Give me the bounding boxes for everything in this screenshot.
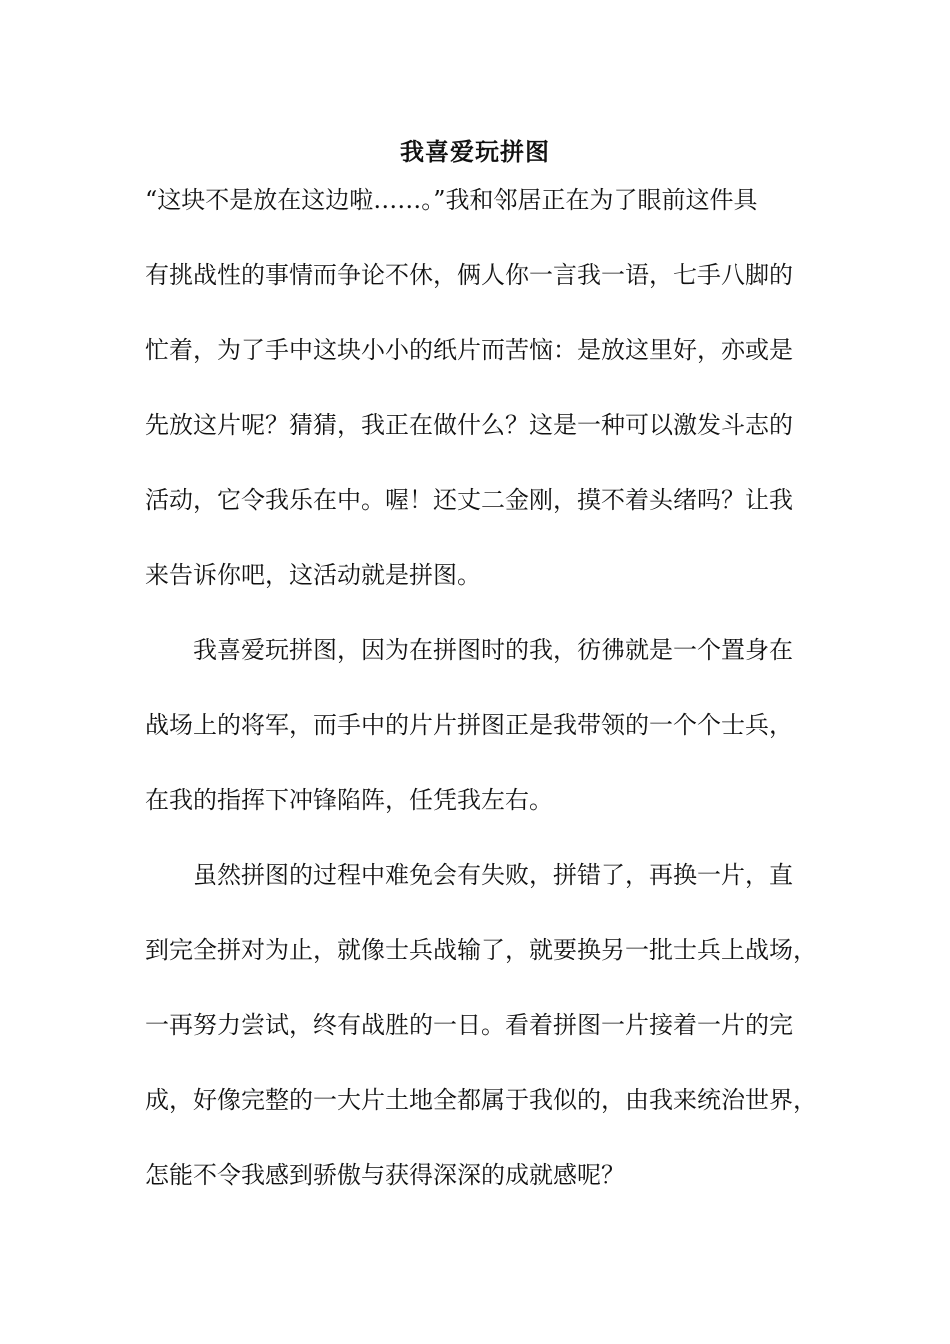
document-title: 我喜爱玩拼图 (400, 137, 550, 166)
paragraph-2-line-3: 在我的指挥下冲锋陷阵，任凭我左右。 (145, 786, 553, 814)
paragraph-1-line-3: 忙着，为了手中这块小小的纸片而苦恼：是放这里好，亦或是 (145, 336, 793, 364)
paragraph-3-line-3: 一再努力尝试，终有战胜的一日。看着拼图一片接着一片的完 (145, 1011, 793, 1039)
paragraph-1-line-6: 来告诉你吧，这活动就是拼图。 (145, 561, 481, 589)
paragraph-1-line-1: “这块不是放在这边啦……。”我和邻居正在为了眼前这件具 (145, 186, 758, 214)
paragraph-2-line-2: 战场上的将军，而手中的片片拼图正是我带领的一个个士兵， (145, 711, 793, 739)
paragraph-1-line-5: 活动，它令我乐在中。喔！还丈二金刚，摸不着头绪吗？让我 (145, 486, 793, 514)
paragraph-1-line-2: 有挑战性的事情而争论不休，俩人你一言我一语，七手八脚的 (145, 261, 793, 289)
paragraph-1-line-4: 先放这片呢？猜猜，我正在做什么？这是一种可以激发斗志的 (145, 411, 793, 439)
paragraph-3-line-1: 虽然拼图的过程中难免会有失败，拼错了，再换一片，直 (193, 861, 793, 889)
paragraph-3-line-5: 怎能不令我感到骄傲与获得深深的成就感呢？ (145, 1161, 625, 1189)
paragraph-2-line-1: 我喜爱玩拼图，因为在拼图时的我，彷彿就是一个置身在 (193, 636, 793, 664)
paragraph-3-line-4: 成，好像完整的一大片土地全都属于我似的，由我来统治世界， (145, 1086, 817, 1114)
paragraph-3-line-2: 到完全拼对为止，就像士兵战输了，就要换另一批士兵上战场， (145, 936, 817, 964)
